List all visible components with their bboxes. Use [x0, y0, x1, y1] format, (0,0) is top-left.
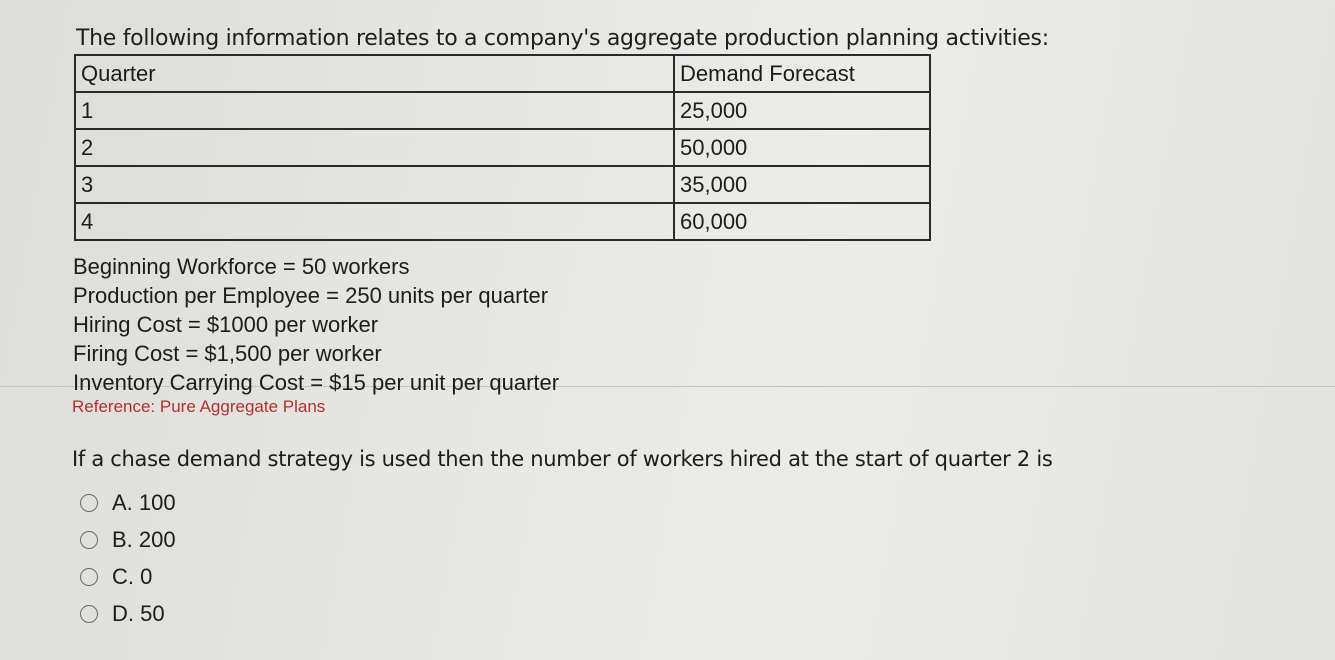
demand-cell: 25,000	[674, 92, 930, 129]
option-label: A. 100	[112, 489, 176, 515]
table-row	[75, 92, 930, 129]
quarter-cell: 1	[75, 92, 674, 129]
table-row	[75, 203, 930, 240]
question-text: If a chase demand strategy is used then the number of workers hired at the start of quarter 2 is	[72, 447, 1053, 471]
reference-note: Reference: Pure Aggregate Plans	[72, 397, 326, 416]
demand-cell: 35,000	[674, 166, 930, 203]
radio-button[interactable]	[80, 568, 98, 586]
intro-heading: The following information relates to a company's aggregate production planning activities:	[76, 26, 1049, 51]
header-quarter: Quarter	[75, 55, 674, 92]
quarter-cell: 4	[75, 203, 674, 240]
demand-cell: 60,000	[674, 203, 930, 240]
quarter-cell: 3	[75, 166, 674, 203]
param-firing-cost: Firing Cost = $1,500 per worker	[73, 341, 382, 366]
param-hiring-cost: Hiring Cost = $1000 per worker	[73, 312, 379, 337]
option-label: D. 50	[112, 600, 165, 626]
option-d[interactable]	[80, 595, 176, 632]
param-inventory-carrying-cost: Inventory Carrying Cost = $15 per unit per quarter	[73, 370, 560, 395]
parameters-list	[73, 252, 559, 397]
header-demand-forecast: Demand Forecast	[674, 55, 930, 92]
option-c[interactable]	[80, 558, 176, 595]
option-b[interactable]	[80, 521, 176, 558]
param-beginning-workforce: Beginning Workforce = 50 workers	[73, 254, 410, 279]
quarter-cell: 2	[75, 129, 674, 166]
answer-options	[80, 484, 176, 632]
table-row	[75, 129, 930, 166]
param-production-per-employee: Production per Employee = 250 units per quarter	[73, 283, 549, 308]
option-label: C. 0	[112, 563, 153, 589]
table-row	[75, 166, 930, 203]
radio-button[interactable]	[80, 605, 98, 623]
radio-button[interactable]	[80, 494, 98, 512]
radio-button[interactable]	[80, 531, 98, 549]
option-a[interactable]	[80, 484, 176, 521]
table-header-row	[75, 55, 930, 92]
option-label: B. 200	[112, 526, 176, 552]
demand-cell: 50,000	[674, 129, 930, 166]
demand-forecast-table	[74, 54, 931, 241]
